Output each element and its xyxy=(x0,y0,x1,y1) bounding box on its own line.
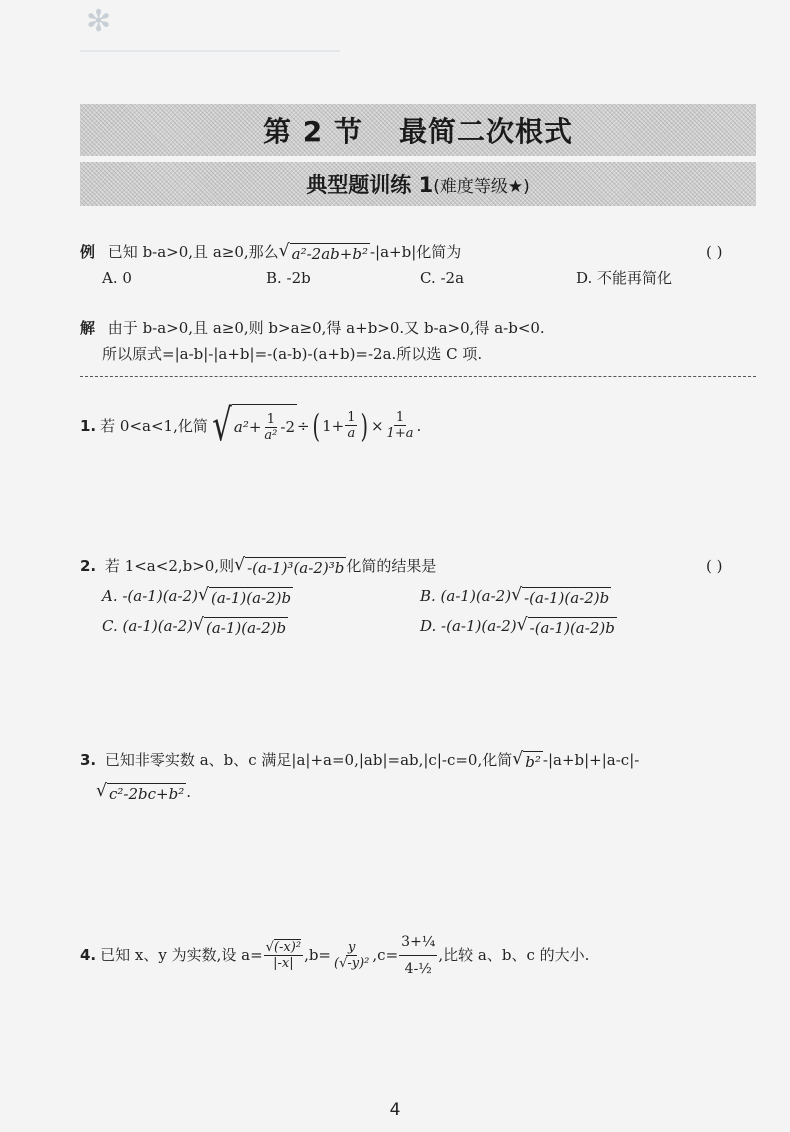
header-decoration xyxy=(80,34,340,52)
q3-rad-2: c²-2bc+b² xyxy=(109,784,185,803)
q3-stem-mid: -|a+b|+|a-c|- xyxy=(542,751,640,769)
q1-frac-den: a² xyxy=(264,427,278,443)
example-stem-post: -|a+b|化简为 xyxy=(369,243,462,261)
q2-option-d xyxy=(420,616,617,638)
q2-answer-paren: ( ) xyxy=(706,557,723,575)
q4-a-num: √(-x)² xyxy=(265,939,302,955)
q1-number: 1. xyxy=(80,416,97,435)
example-option-b: B. -2b xyxy=(266,269,311,287)
q4-b-den: (√-y)² xyxy=(334,955,370,971)
q2-option-c xyxy=(102,616,288,638)
solution-line-1 xyxy=(80,318,545,338)
q2-stem-post: 化简的结果是 xyxy=(346,557,437,575)
q2-option-d-sqrt: √ -(a-1)(a-2)b xyxy=(516,614,615,637)
q4-frac-b xyxy=(332,940,371,971)
difficulty-label: (难度等级★) xyxy=(433,177,530,197)
q4-end: ,比较 a、b、c 的大小. xyxy=(438,946,590,964)
q2-option-a-sqrt: √ (a-1)(a-2)b xyxy=(197,584,292,607)
subtitle-banner xyxy=(80,162,756,206)
q3-sqrt-1: √ b² xyxy=(512,748,541,771)
snowflake-logo-icon: ✻ xyxy=(86,4,112,39)
q3-end: . xyxy=(186,783,191,801)
q1-frac3-num: 1 xyxy=(395,410,405,425)
q1-expr-b: -2 xyxy=(280,418,296,436)
q2-option-b xyxy=(420,586,611,608)
section-title-banner xyxy=(80,104,756,156)
example-sqrt: √ a²-2ab+b² xyxy=(278,240,368,263)
q1-divide: ÷ xyxy=(297,416,310,435)
q2-option-b-sqrt: √ -(a-1)(a-2)b xyxy=(511,584,610,607)
q1-end: . xyxy=(416,416,422,435)
page-number: 4 xyxy=(389,1100,401,1120)
q2-sqrt: √ -(a-1)³(a-2)³b xyxy=(234,554,345,577)
q1-frac xyxy=(262,412,279,443)
example-option-c: C. -2a xyxy=(420,269,465,287)
example-stem xyxy=(80,242,461,264)
solution-label: 解 xyxy=(80,319,96,337)
q2-option-b-rad: -(a-1)(a-2)b xyxy=(524,588,610,607)
q4-frac-c xyxy=(399,929,437,982)
subtitle xyxy=(306,169,529,199)
q1-expr-a: a²+ xyxy=(233,418,262,436)
q2-stem-pre: 若 1<a<2,b>0,则 xyxy=(104,557,235,575)
q4-c-den: 4-½ xyxy=(404,960,432,977)
q3-number: 3. xyxy=(80,751,97,769)
q2-option-d-rad: -(a-1)(a-2)b xyxy=(529,618,615,637)
question-2 xyxy=(80,556,436,578)
q4-a-den: |-x| xyxy=(273,955,294,971)
example-stem-pre: 已知 b-a>0,且 a≥0,那么 xyxy=(107,243,279,261)
q2-radicand: -(a-1)³(a-2)³b xyxy=(247,558,345,577)
q4-b-pre: ,b= xyxy=(304,946,332,964)
q1-frac3-den: 1+a xyxy=(386,426,414,441)
q1-sqrt: √ a²+ $\frac{1}{\text{a²}}$ -2 xyxy=(212,399,296,451)
example-option-d: D. 不能再简化 xyxy=(576,269,673,287)
q2-option-c-sqrt: √ (a-1)(a-2)b xyxy=(193,614,287,637)
q2-option-c-rad: (a-1)(a-2)b xyxy=(206,618,287,637)
question-3 xyxy=(80,750,639,772)
q1-frac3 xyxy=(385,410,416,441)
q4-frac-a xyxy=(264,940,303,971)
q2-option-a-rad: (a-1)(a-2)b xyxy=(210,588,292,607)
q2-option-a xyxy=(102,586,293,608)
q2-option-a-label: A. -(a-1)(a-2) xyxy=(102,587,198,605)
q4-number: 4. xyxy=(80,946,97,964)
section-name: 最简二次根式 xyxy=(398,115,573,148)
q4-c-num: 3+¼ xyxy=(399,929,437,956)
q2-option-b-label: B. (a-1)(a-2) xyxy=(420,587,512,605)
q4-stem: 已知 x、y 为实数,设 a= xyxy=(100,946,263,964)
example-answer-paren: ( ) xyxy=(706,243,723,261)
q1-frac2 xyxy=(345,410,357,441)
divider-dashed xyxy=(80,376,756,377)
solution-line-2: 所以原式=|a-b|-|a+b|=-(a-b)-(a+b)=-2a.所以选 C 项. xyxy=(102,345,483,363)
q1-one-plus: 1+ xyxy=(322,416,345,435)
q4-b-num: y xyxy=(348,939,356,955)
q1-paren-left: ( xyxy=(312,406,320,445)
q4-a-num-text: (-x)² xyxy=(273,939,302,955)
q3-rad-1: b² xyxy=(525,752,541,771)
q1-frac2-num: 1 xyxy=(347,410,356,425)
q2-option-c-label: C. (a-1)(a-2) xyxy=(102,617,193,635)
question-4 xyxy=(80,920,589,990)
q1-times: × xyxy=(370,416,384,435)
section-title xyxy=(263,110,573,150)
q4-c-pre: ,c= xyxy=(372,946,399,964)
section-number: 第 2 节 xyxy=(263,115,363,148)
question-1 xyxy=(80,399,422,451)
q1-frac-num: 1 xyxy=(266,411,276,427)
q1-frac2-den: a xyxy=(347,426,356,441)
example-radicand: a²-2ab+b² xyxy=(291,244,368,263)
q3-stem-pre: 已知非零实数 a、b、c 满足|a|+a=0,|ab|=ab,|c|-c=0,化简 xyxy=(104,751,513,769)
example-option-a: A. 0 xyxy=(102,269,132,287)
q3-sqrt-2: √ c²-2bc+b² xyxy=(96,780,185,803)
question-3-line-2 xyxy=(96,782,191,804)
q1-paren-right: ) xyxy=(360,406,369,445)
subtitle-main: 典型题训练 1 xyxy=(306,173,434,197)
example-label: 例 xyxy=(80,243,96,261)
q2-option-d-label: D. -(a-1)(a-2) xyxy=(420,617,517,635)
solution-text-1: 由于 b-a>0,且 a≥0,则 b>a≥0,得 a+b>0.又 b-a>0,得 a-b<0. xyxy=(107,319,545,337)
q2-number: 2. xyxy=(80,557,97,575)
q1-stem: 若 0<a<1,化简 xyxy=(100,416,208,435)
